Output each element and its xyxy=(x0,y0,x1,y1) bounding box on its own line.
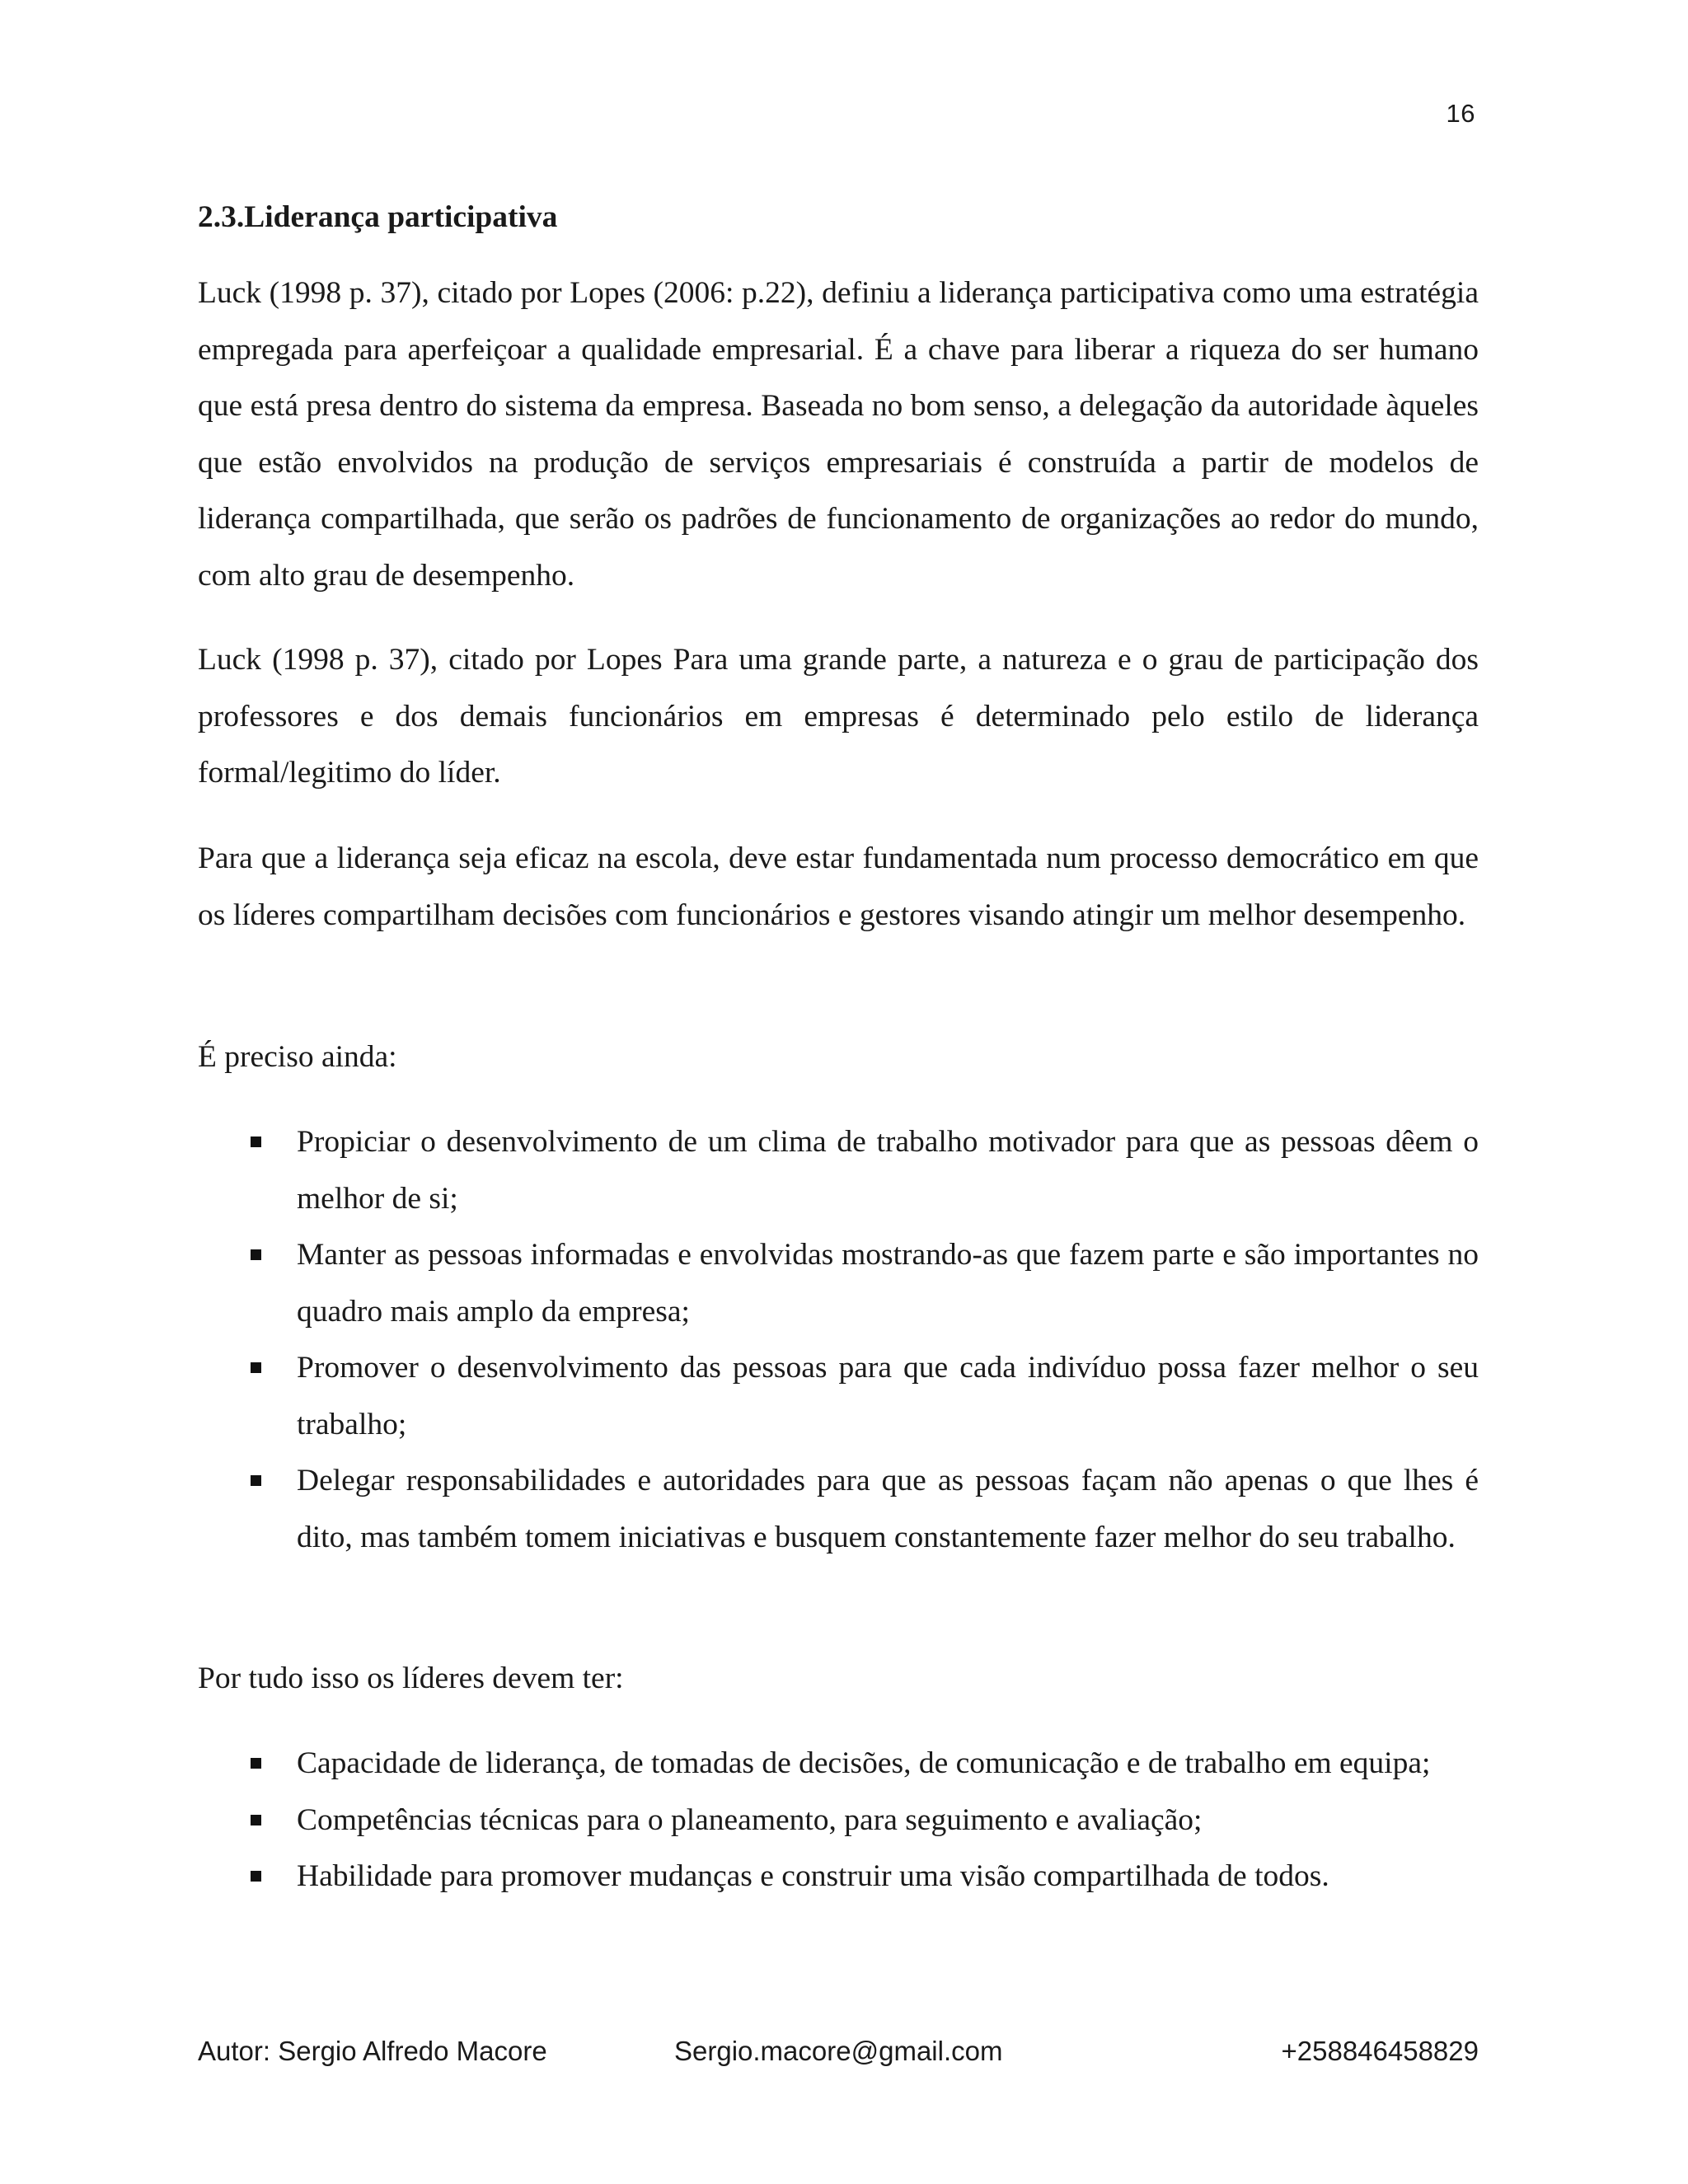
list-item: Habilidade para promover mudanças e construir uma visão compartilhada de todos. xyxy=(198,1849,1479,1905)
square-bullet-icon xyxy=(251,1815,261,1825)
list-item: Delegar responsabilidades e autoridades para que as pessoas façam não apenas o que lhes é dito, mas também tomem iniciativas e busquem constantemente fazer melhor do seu trabalho. xyxy=(198,1453,1479,1566)
square-bullet-icon xyxy=(251,1758,261,1769)
square-bullet-icon xyxy=(251,1362,261,1373)
paragraph-still-needed: É preciso ainda: xyxy=(198,1040,397,1074)
page-number: 16 xyxy=(1446,99,1475,128)
page-footer xyxy=(198,2036,1479,2077)
list-item: Promover o desenvolvimento das pessoas para que cada indivíduo possa fazer melhor o seu trabalho; xyxy=(198,1340,1479,1453)
paragraph-leaders-must-have: Por tudo isso os líderes devem ter: xyxy=(198,1661,624,1695)
footer-author: Autor: Sergio Alfredo Macore xyxy=(198,2036,547,2066)
list-item: Manter as pessoas informadas e envolvidas mostrando-as que fazem parte e são importantes no quadro mais amplo da empresa; xyxy=(198,1227,1479,1340)
section-heading: 2.3.Liderança participativa xyxy=(198,200,558,234)
square-bullet-icon xyxy=(251,1249,261,1260)
list-item: Propiciar o desenvolvimento de um clima de trabalho motivador para que as pessoas dêem o melhor de si; xyxy=(198,1114,1479,1227)
bullet-list-skills xyxy=(198,1736,1479,1905)
list-item: Capacidade de liderança, de tomadas de decisões, de comunicação e de trabalho em equipa; xyxy=(198,1736,1479,1793)
list-item: Competências técnicas para o planeamento, para seguimento e avaliação; xyxy=(198,1793,1479,1849)
footer-phone: +258846458829 xyxy=(1281,2036,1479,2066)
bullet-list-actions xyxy=(198,1114,1479,1566)
paragraph-democratic: Para que a liderança seja eficaz na escola, deve estar fundamentada num processo democrático em que os líderes compartilham decisões com funcionários e gestores visando atingir um melhor desempenho. xyxy=(198,841,1479,932)
footer-email: Sergio.macore@gmail.com xyxy=(674,2036,1003,2066)
square-bullet-icon xyxy=(251,1137,261,1147)
paragraph-definition: Luck (1998 p. 37), citado por Lopes (2006: p.22), definiu a liderança participativa como uma estratégia empregada para aperfeiçoar a qualidade empresarial. É a chave para liberar a riqueza do ser humano que está presa dentro do sistema da empresa. Baseada no bom senso, a delegação da autoridade àqueles que estão envolvidos na produção de serviços empresariais é construída a partir de modelos de liderança compartilhada, que serão os padrões de funcionamento de organizações ao redor do mundo, com alto grau de desempenho. xyxy=(198,276,1479,593)
square-bullet-icon xyxy=(251,1475,261,1486)
square-bullet-icon xyxy=(251,1871,261,1882)
paragraph-participation: Luck (1998 p. 37), citado por Lopes Para uma grande parte, a natureza e o grau de participação dos professores e dos demais funcionários em empresas é determinado pelo estilo de liderança formal/legitimo do líder. xyxy=(198,643,1479,790)
